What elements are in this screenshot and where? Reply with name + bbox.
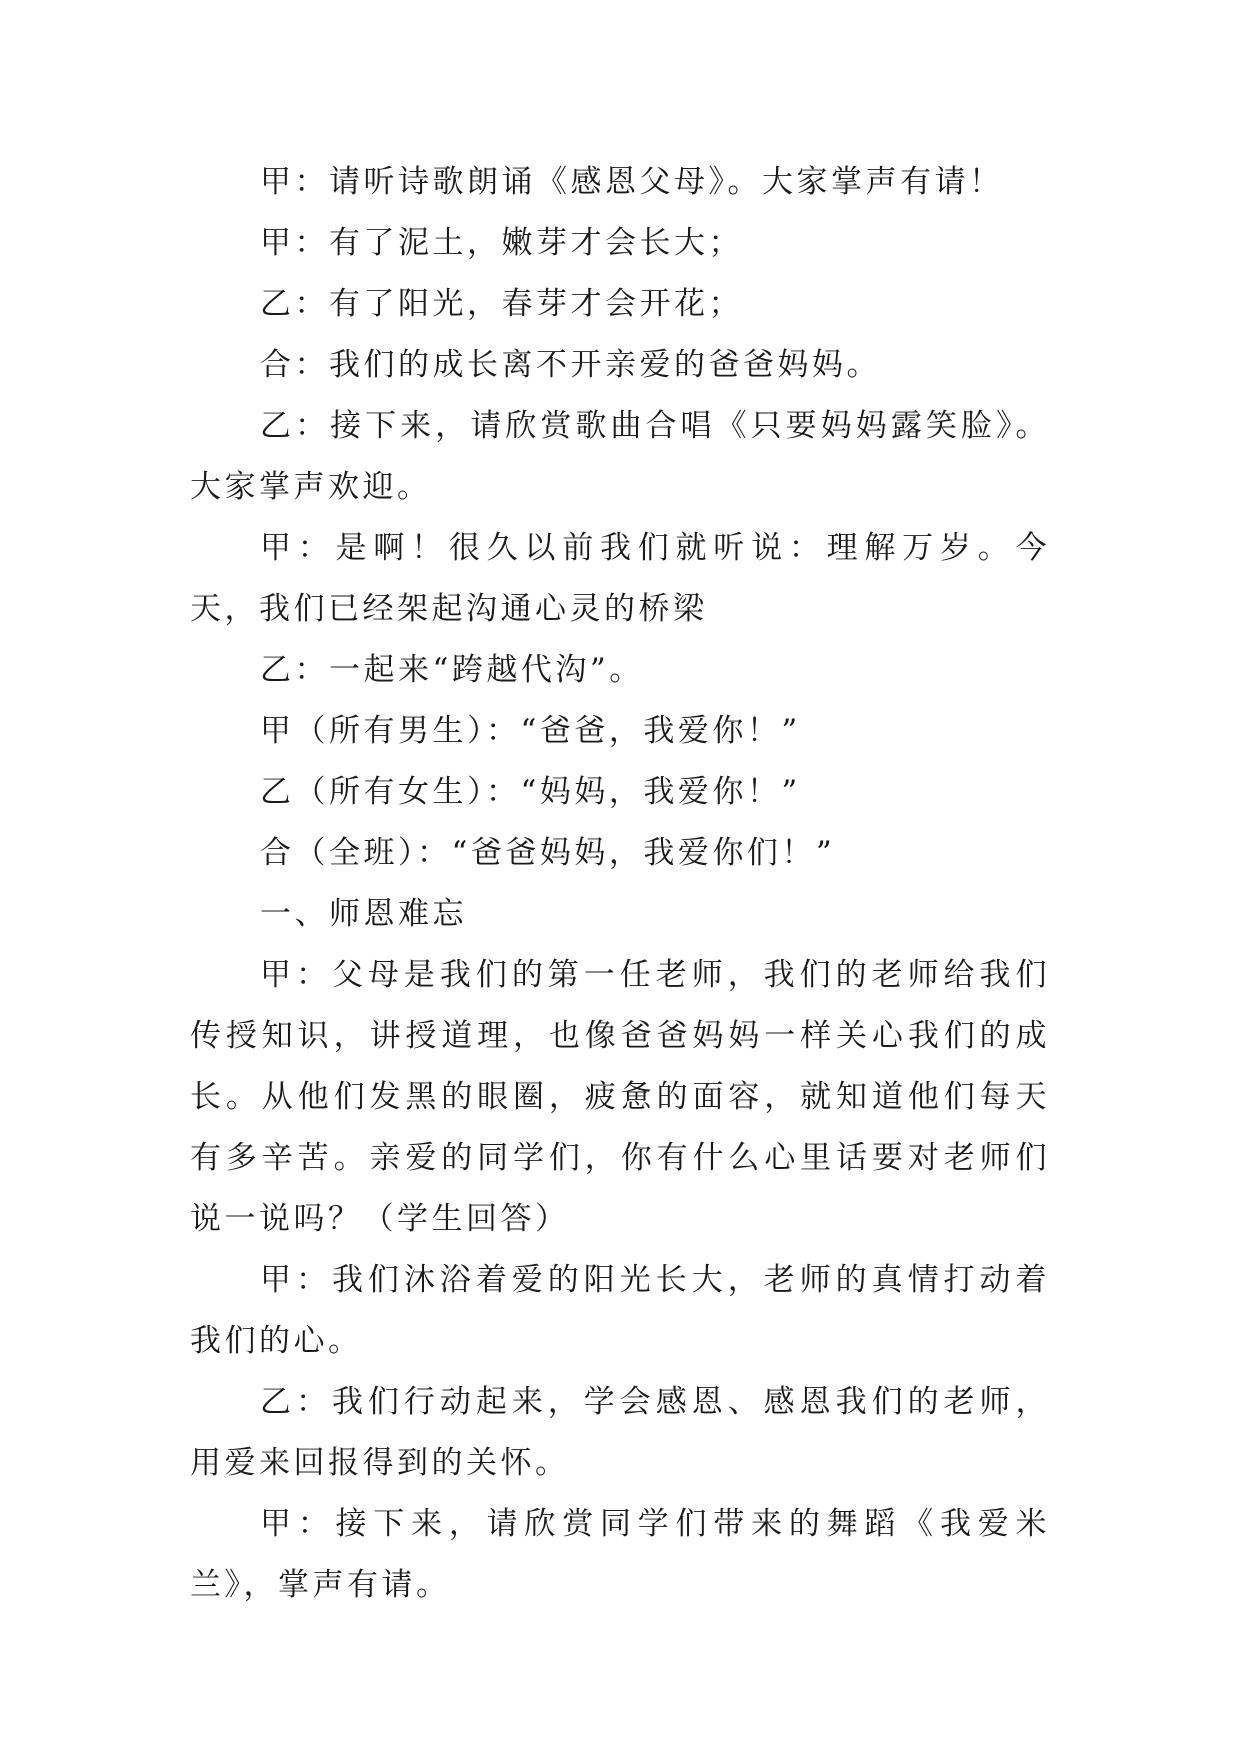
- paragraph-13: 甲：我们沐浴着爱的阳光长大，老师的真情打动着我们的心。: [190, 1262, 1050, 1359]
- paragraph-14: 乙：我们行动起来，学会感恩、感恩我们的老师，用爱来回报得到的关怀。: [190, 1384, 1050, 1481]
- paragraph-12: 甲：父母是我们的第一任老师，我们的老师给我们传授知识，讲授道理，也像爸爸妈妈一样关心我们的成长。从他们发黑的眼圈，疲惫的面容，就知道他们每天有多辛苦。亲爱的同学们，你有什么心里话要对老师们说一说吗？（学生回答）: [190, 957, 1050, 1237]
- paragraph-2: 甲：有了泥土，嫩芽才会长大；: [260, 225, 743, 261]
- paragraph-8: 甲（所有男生）：“爸爸，我爱你！”: [260, 713, 801, 749]
- paragraph-9: 乙（所有女生）：“妈妈，我爱你！”: [260, 774, 801, 810]
- paragraph-7: 乙：一起来“跨越代沟”。: [260, 652, 644, 688]
- paragraph-15: 甲：接下来，请欣赏同学们带来的舞蹈《我爱米兰》，掌声有请。: [190, 1506, 1050, 1603]
- paragraph-5: 乙：接下来，请欣赏歌曲合唱《只要妈妈露笑脸》。大家掌声欢迎。: [190, 408, 1050, 505]
- paragraph-10: 合（全班）：“爸爸妈妈，我爱你们！”: [260, 835, 836, 871]
- paragraph-1: 甲：请听诗歌朗诵《感恩父母》。大家掌声有请！: [260, 164, 1004, 200]
- paragraph-6: 甲：是啊！很久以前我们就听说：理解万岁。今天，我们已经架起沟通心灵的桥梁: [190, 530, 1050, 627]
- paragraph-4: 合：我们的成长离不开亲爱的爸爸妈妈。: [260, 347, 881, 383]
- paragraph-3: 乙：有了阳光，春芽才会开花；: [260, 286, 743, 322]
- section-heading: 一、师恩难忘: [260, 896, 467, 932]
- document-body: [190, 152, 1050, 1616]
